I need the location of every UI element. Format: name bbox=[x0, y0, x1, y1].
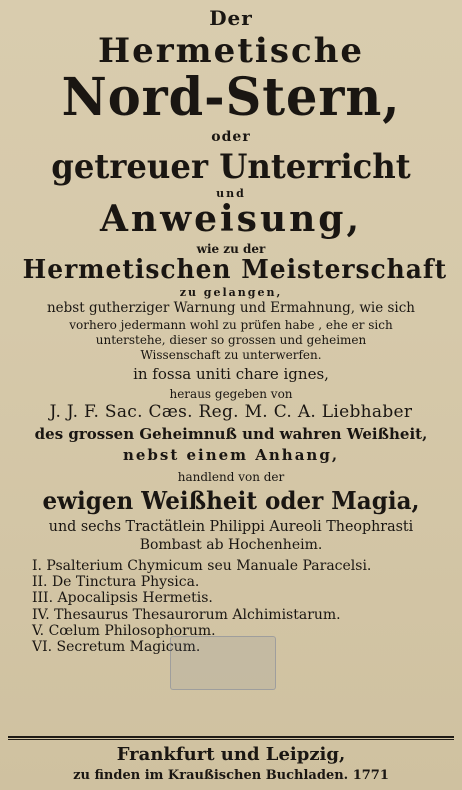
line-des-grossen-geheimnuss: des grossen Geheimnuß und wahren Weißheit, bbox=[34, 424, 428, 443]
line-latin-motto: in fossa uniti chare ignes, bbox=[133, 364, 329, 383]
list-item: II. De Tinctura Physica. bbox=[32, 573, 200, 590]
list-item: VI. Secretum Magicum. bbox=[32, 639, 201, 656]
imprint-rule bbox=[8, 736, 454, 738]
title-der: Der bbox=[209, 6, 253, 30]
line-sechs-tractaetlein: und sechs Tractätlein Philippi Aureoli Theophrasti bbox=[48, 516, 414, 535]
line-wissenschaft: Wissenschaft zu unterwerfen. bbox=[140, 347, 322, 362]
library-stamp bbox=[170, 636, 276, 690]
line-nebst-anhang: nebst einem Anhang, bbox=[122, 445, 340, 464]
list-item: I. Psalterium Chymicum seu Manuale Paracelsi. bbox=[32, 557, 372, 574]
imprint-place: Frankfurt und Leipzig, bbox=[116, 744, 346, 765]
line-wie-zu-der: wie zu der bbox=[196, 242, 266, 256]
line-author: J. J. F. Sac. Cæs. Reg. M. C. A. Liebhaber bbox=[49, 401, 413, 422]
line-nebst-warnung: nebst gutherziger Warnung und Ermahnung, wie sich bbox=[46, 300, 416, 316]
title-anweisung: Anweisung, bbox=[100, 198, 362, 240]
line-unterstehe: unterstehe, dieser so grossen und geheimen bbox=[95, 332, 367, 347]
list-item: V. Cœlum Philosophorum. bbox=[32, 623, 216, 639]
list-item: III. Apocalipsis Hermetis. bbox=[32, 590, 213, 607]
line-vorhero: vorhero jedermann wohl zu prüfen habe , ehe er sich bbox=[69, 317, 393, 332]
imprint-rule-thin bbox=[8, 739, 454, 740]
title-getreuer-unterricht: getreuer Unterricht bbox=[51, 147, 411, 187]
line-zu-gelangen: zu gelangen, bbox=[179, 286, 283, 299]
title-oder: oder bbox=[211, 129, 251, 145]
title-hermetischen-meisterschaft: Hermetischen Meisterschaft bbox=[22, 255, 448, 285]
imprint-shop: zu finden im Kraußischen Buchladen. 1771 bbox=[73, 768, 389, 783]
title-nord-stern: Nord-Stern, bbox=[61, 67, 401, 128]
line-heraus-gegeben: heraus gegeben von bbox=[169, 386, 293, 401]
title-und: und bbox=[216, 187, 246, 200]
line-ewigen-weissheit: ewigen Weißheit oder Magia, bbox=[42, 485, 420, 515]
line-bombast: Bombast ab Hochenheim. bbox=[139, 536, 323, 553]
title-hermetische: Hermetische bbox=[97, 31, 365, 71]
line-handlend: handlend von der bbox=[177, 469, 285, 484]
list-item: IV. Thesaurus Thesaurorum Alchimistarum. bbox=[32, 606, 341, 623]
